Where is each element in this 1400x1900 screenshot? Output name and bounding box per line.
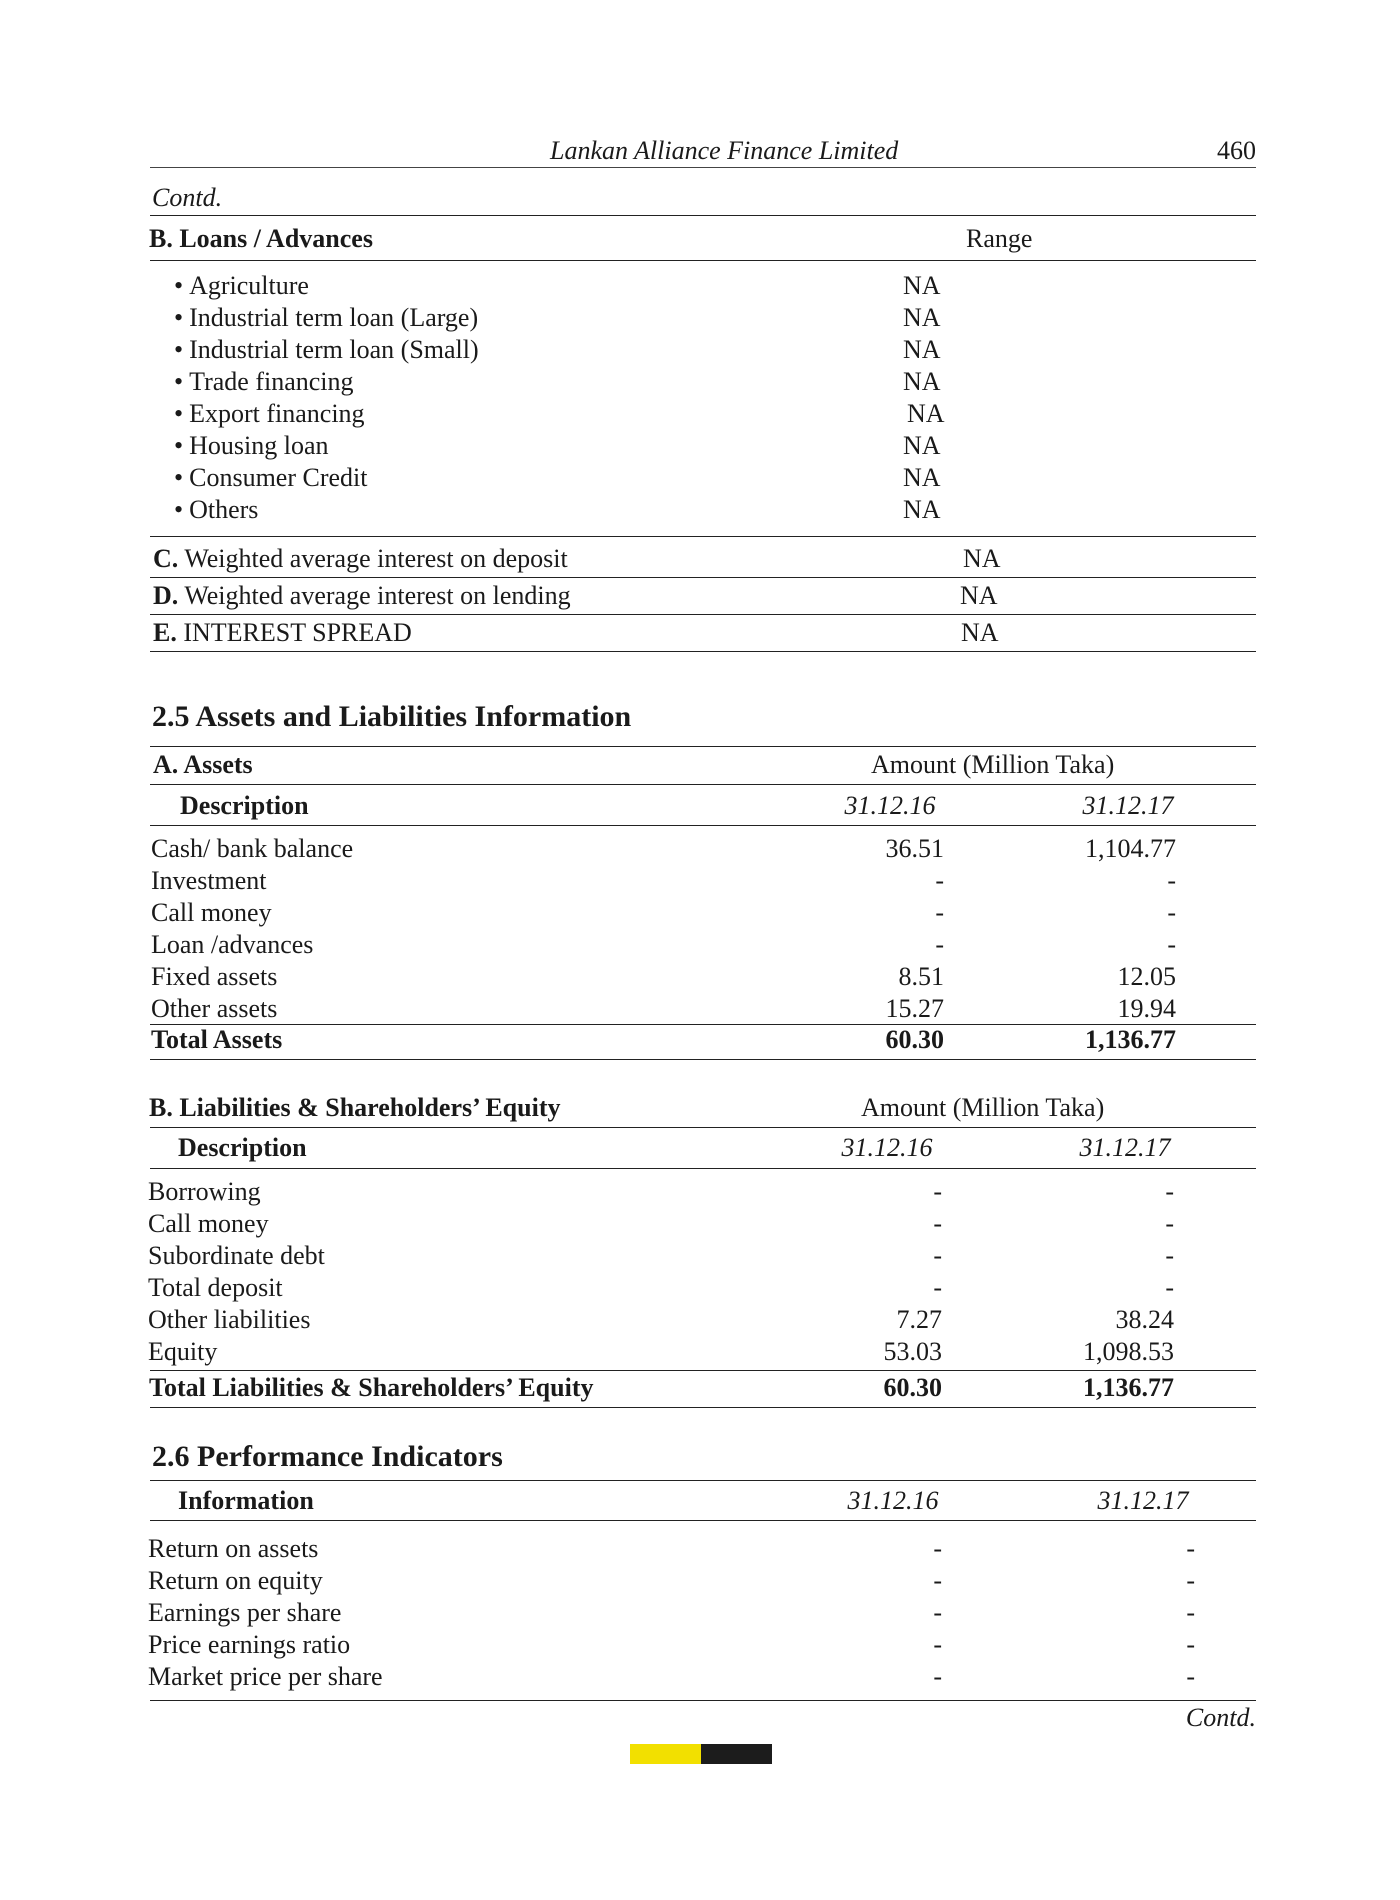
assets-total-row	[0, 1024, 1400, 1056]
row-value-16: -	[933, 1662, 942, 1691]
liabilities-total-row	[0, 1372, 1400, 1404]
section-25-title: 2.5 Assets and Liabilities Information	[152, 700, 632, 733]
row-value-17: -	[1186, 1662, 1195, 1691]
row-value-16: -	[933, 1566, 942, 1595]
loan-item	[0, 366, 1400, 398]
row-label: Other assets	[151, 994, 278, 1023]
loans-title: B. Loans / Advances	[149, 224, 373, 253]
assets-top-rule	[150, 746, 1256, 747]
row-label: Return on assets	[148, 1534, 319, 1563]
row-value-16: -	[933, 1630, 942, 1659]
rate-value: NA	[963, 544, 1001, 573]
page-number: 460	[1217, 136, 1256, 165]
assets-total-label: Total Assets	[151, 1025, 283, 1054]
rate-label-text: INTEREST SPREAD	[183, 618, 412, 647]
loan-item-label: • Industrial term loan (Small)	[174, 334, 479, 366]
row-value-17: -	[1186, 1630, 1195, 1659]
row-label: Total deposit	[148, 1273, 283, 1302]
liabilities-total-v1: 60.30	[883, 1373, 942, 1402]
loans-header-rule	[150, 260, 1256, 261]
loan-item-label: • Housing loan	[174, 430, 329, 462]
table-row	[0, 1565, 1400, 1597]
loan-item	[0, 270, 1400, 302]
rate-rule-2	[150, 614, 1256, 615]
rate-rule-3	[150, 651, 1256, 652]
assets-total-v1: 60.30	[885, 1025, 944, 1054]
footer-bar-yellow	[630, 1744, 701, 1764]
loan-item	[0, 398, 1400, 430]
loan-item-label: • Export financing	[174, 398, 365, 430]
row-label: Fixed assets	[151, 962, 278, 991]
loan-item-value: NA	[903, 367, 941, 396]
table-row	[0, 1629, 1400, 1661]
perf-info-header: Information	[178, 1486, 314, 1515]
table-row	[0, 1304, 1400, 1336]
row-value-16: 53.03	[883, 1337, 942, 1366]
row-value-17: 1,104.77	[1085, 834, 1176, 863]
table-row	[0, 929, 1400, 961]
contd-bottom: Contd.	[1185, 1703, 1256, 1732]
running-header-company: Lankan Alliance Finance Limited	[550, 136, 899, 165]
row-value-16: -	[935, 930, 944, 959]
perf-header-rule	[150, 1520, 1256, 1521]
perf-top-rule	[150, 1480, 1256, 1481]
loan-item-label: • Industrial term loan (Large)	[174, 302, 478, 334]
row-value-17: -	[1165, 1273, 1174, 1302]
row-value-16: 15.27	[885, 994, 944, 1023]
liabilities-total-rule-top	[150, 1370, 1256, 1371]
rate-label	[153, 543, 568, 575]
row-value-17: -	[1186, 1534, 1195, 1563]
row-value-16: -	[933, 1209, 942, 1238]
table-row	[0, 1661, 1400, 1693]
assets-col1-header: 31.12.16	[844, 791, 936, 820]
footer-bar-dark	[701, 1744, 772, 1764]
liabilities-desc-header: Description	[178, 1133, 307, 1162]
row-value-17: 1,098.53	[1083, 1337, 1174, 1366]
table-row	[0, 897, 1400, 929]
assets-header-rule	[150, 825, 1256, 826]
row-label: Subordinate debt	[148, 1241, 325, 1270]
row-value-16: -	[933, 1177, 942, 1206]
row-label: Price earnings ratio	[148, 1630, 351, 1659]
liabilities-col2-header: 31.12.17	[1079, 1133, 1171, 1162]
rate-label	[153, 580, 571, 612]
table-row	[0, 1597, 1400, 1629]
row-value-17: -	[1186, 1598, 1195, 1627]
rate-letter: D.	[153, 581, 179, 610]
row-value-16: 7.27	[896, 1305, 942, 1334]
row-value-17: -	[1167, 866, 1176, 895]
table-row	[0, 1240, 1400, 1272]
liabilities-col1-header: 31.12.16	[841, 1133, 933, 1162]
table-row	[0, 961, 1400, 993]
rate-value: NA	[961, 618, 999, 647]
row-value-17: -	[1165, 1177, 1174, 1206]
header-rule	[150, 167, 1256, 168]
table-row	[0, 865, 1400, 897]
row-label: Cash/ bank balance	[151, 834, 354, 863]
rate-row	[0, 617, 1400, 649]
row-label: Earnings per share	[148, 1598, 342, 1627]
row-value-17: -	[1167, 930, 1176, 959]
section-26-title: 2.6 Performance Indicators	[152, 1440, 503, 1473]
table-row	[0, 1208, 1400, 1240]
rate-label	[153, 617, 412, 649]
row-value-16: -	[933, 1534, 942, 1563]
loan-item-value: NA	[903, 495, 941, 524]
row-label: Call money	[151, 898, 272, 927]
loan-item	[0, 334, 1400, 366]
row-value-16: 36.51	[885, 834, 944, 863]
liabilities-amount-header: Amount (Million Taka)	[861, 1093, 1105, 1122]
assets-total-rule-bottom	[150, 1059, 1256, 1060]
row-value-17: -	[1165, 1209, 1174, 1238]
table-row	[0, 1533, 1400, 1565]
row-label: Borrowing	[148, 1177, 261, 1206]
row-value-17: 12.05	[1117, 962, 1176, 991]
perf-col2-header: 31.12.17	[1097, 1486, 1189, 1515]
liabilities-amount-rule	[150, 1127, 1256, 1128]
loan-item	[0, 302, 1400, 334]
loans-top-rule	[150, 215, 1256, 216]
rate-row	[0, 543, 1400, 575]
row-label: Investment	[151, 866, 267, 895]
row-label: Return on equity	[148, 1566, 323, 1595]
loan-item-value: NA	[903, 431, 941, 460]
loan-item	[0, 494, 1400, 526]
liabilities-title: B. Liabilities & Shareholders’ Equity	[149, 1093, 561, 1122]
perf-col1-header: 31.12.16	[847, 1486, 939, 1515]
rate-letter: E.	[153, 618, 177, 647]
loan-item-label: • Agriculture	[174, 270, 309, 302]
loan-item-value: NA	[907, 399, 945, 428]
rate-row	[0, 580, 1400, 612]
table-row	[0, 993, 1400, 1025]
row-value-17: -	[1186, 1566, 1195, 1595]
liabilities-total-rule-bottom	[150, 1407, 1256, 1408]
row-label: Call money	[148, 1209, 269, 1238]
row-label: Market price per share	[148, 1662, 383, 1691]
liabilities-header-rule	[150, 1168, 1256, 1169]
loan-item-value: NA	[903, 271, 941, 300]
loan-item	[0, 430, 1400, 462]
assets-amount-header: Amount (Million Taka)	[871, 750, 1115, 779]
table-row	[0, 833, 1400, 865]
table-row	[0, 1336, 1400, 1368]
liabilities-total-v2: 1,136.77	[1083, 1373, 1174, 1402]
row-value-16: -	[933, 1598, 942, 1627]
row-value-16: -	[935, 898, 944, 927]
table-row	[0, 1176, 1400, 1208]
loan-item-label: • Trade financing	[174, 366, 354, 398]
assets-desc-header: Description	[180, 791, 309, 820]
liabilities-total-label: Total Liabilities & Shareholders’ Equity	[149, 1373, 594, 1402]
row-value-17: -	[1167, 898, 1176, 927]
loan-item-label: • Others	[174, 494, 258, 526]
rate-label-text: Weighted average interest on deposit	[184, 544, 568, 573]
table-row	[0, 1272, 1400, 1304]
loan-item-label: • Consumer Credit	[174, 462, 367, 494]
row-value-16: 8.51	[898, 962, 944, 991]
assets-title: A. Assets	[153, 750, 253, 779]
row-value-17: 38.24	[1115, 1305, 1174, 1334]
rate-rule-1	[150, 577, 1256, 578]
assets-amount-rule	[150, 784, 1256, 785]
loan-item-value: NA	[903, 463, 941, 492]
contd-top: Contd.	[152, 183, 223, 212]
row-value-17: -	[1165, 1241, 1174, 1270]
rate-label-text: Weighted average interest on lending	[184, 581, 571, 610]
row-label: Other liabilities	[148, 1305, 311, 1334]
loan-item-value: NA	[903, 303, 941, 332]
loan-item-value: NA	[903, 335, 941, 364]
row-label: Equity	[148, 1337, 218, 1366]
perf-bottom-rule	[150, 1700, 1256, 1701]
rate-letter: C.	[153, 544, 179, 573]
rate-value: NA	[960, 581, 998, 610]
assets-col2-header: 31.12.17	[1082, 791, 1174, 820]
row-label: Loan /advances	[151, 930, 314, 959]
row-value-16: -	[933, 1241, 942, 1270]
loans-range-header: Range	[966, 224, 1033, 253]
row-value-16: -	[935, 866, 944, 895]
loans-bottom-rule	[150, 536, 1256, 537]
row-value-17: 19.94	[1117, 994, 1176, 1023]
loan-item	[0, 462, 1400, 494]
row-value-16: -	[933, 1273, 942, 1302]
assets-total-v2: 1,136.77	[1085, 1025, 1176, 1054]
